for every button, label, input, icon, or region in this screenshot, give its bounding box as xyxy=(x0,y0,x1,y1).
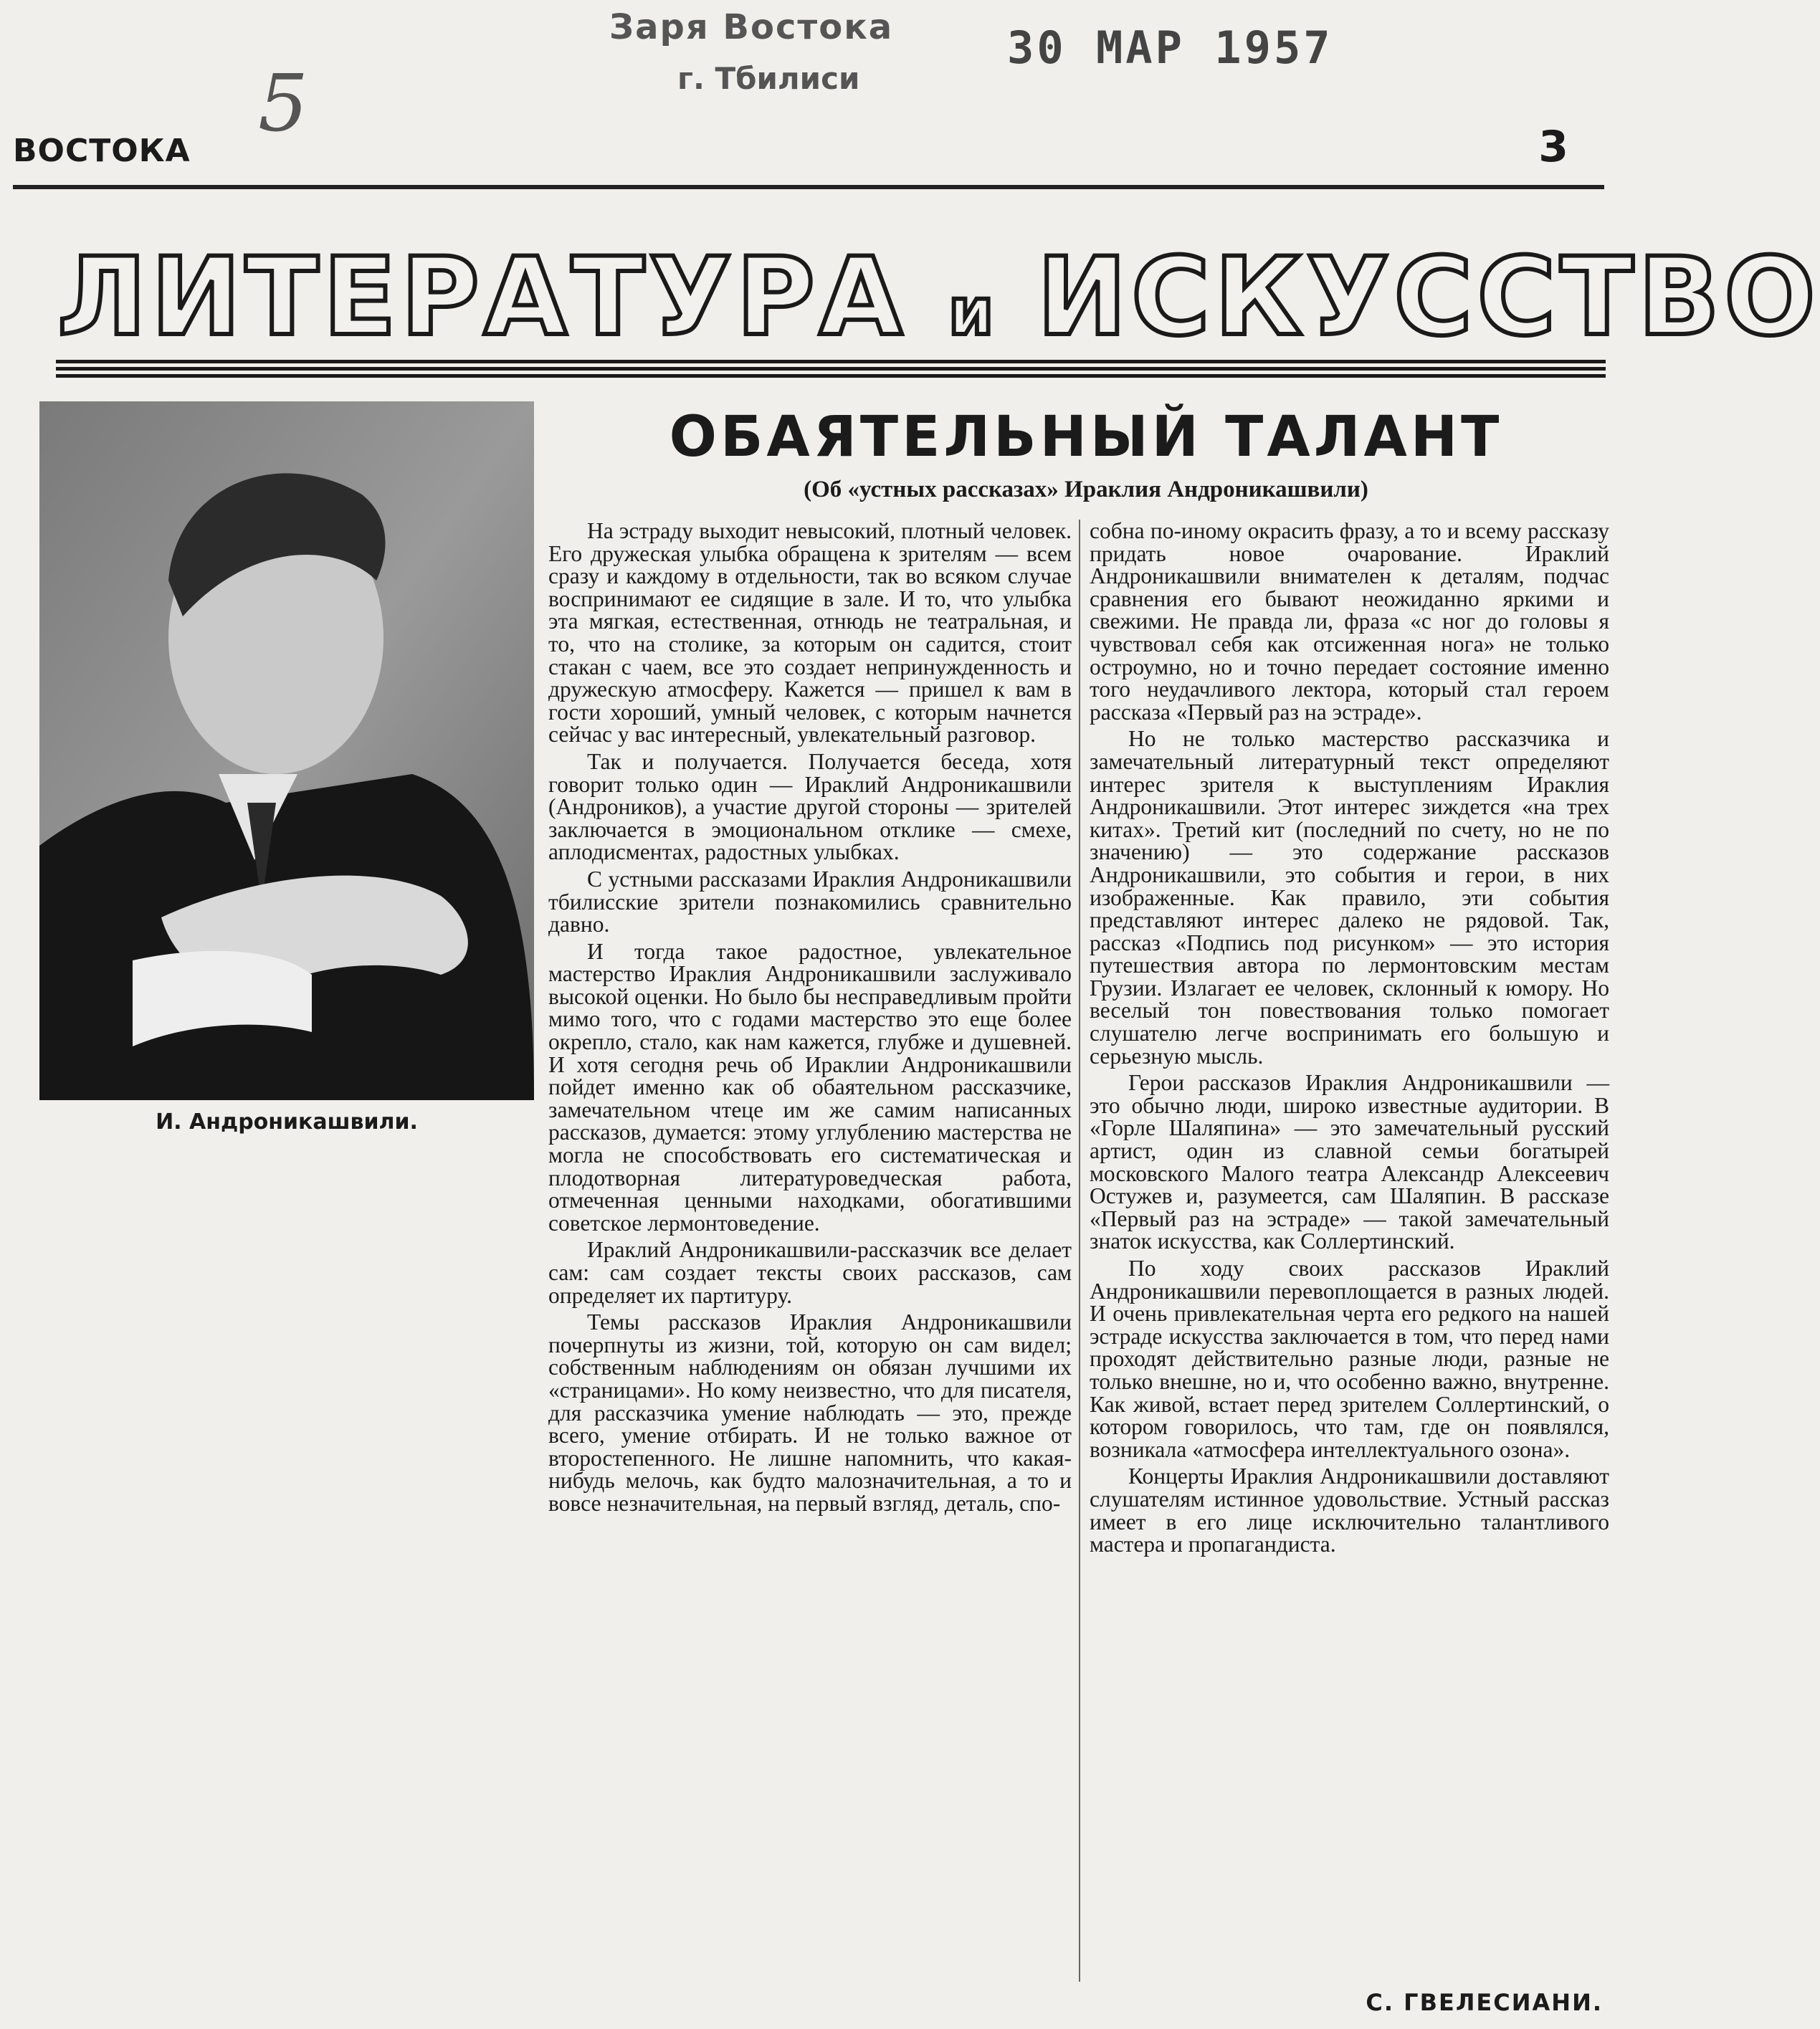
section-title-part1: ЛИТЕРАТУРА xyxy=(57,235,907,360)
photo-caption: И. Андроникашвили. xyxy=(156,1109,418,1135)
paragraph: И тогда такое радостное, увлекательное мастерство Ираклия Андроникашвили заслуживало высокой оценки. Но было бы несправедливым пройти мимо того, что с годами мастерство это еще более окрепло, стало, как нам кажется, глубже и душевней. И хотя сегодня речь об Ираклии Андроникашвили пойдет именно как об обаятельном рассказчике, замечательном чтеце им же самим написанных рассказов, думается: этому углублению мастерства не могла не способствовать его систематическая и плодотворная литературоведческая работа, отмеченная ценными находками, обогатившими советское лермонтоведение. xyxy=(548,938,1072,1236)
section-title-part2: ИСКУССТВО xyxy=(1037,235,1820,360)
paragraph: Темы рассказов Ираклия Андроникашвили почерпнуты из жизни, той, которую он сам видел; собственным наблюдениям он обязан лучшими их «страницами». Но кому неизвестно, что для писателя, для рассказчика умение наблюдать — это, прежде всего, умение отбирать. И не только важное от второстепенного. Не лишне напомнить, что какая-нибудь мелочь, как будто малозначительная, а то и вовсе незначительная, на первый взгляд, деталь, спо- xyxy=(548,1309,1072,1516)
paragraph: Концерты Ираклия Андроникашвили доставляют слушателям истинное удовольствие. Устный рассказ имеет в его лице исключительно талантливого мастера и пропагандиста. xyxy=(1090,1464,1609,1557)
archive-stamp-paper: Заря Востока xyxy=(609,7,894,47)
column-divider xyxy=(1079,520,1080,1982)
section-rule-3 xyxy=(56,374,1606,378)
archive-stamp-city: г. Тбилиси xyxy=(677,61,860,96)
article-column-2 xyxy=(1090,520,1609,1556)
handwritten-mark: 5 xyxy=(258,57,308,149)
paragraph: Ираклий Андроникашвили-рассказчик все делает сам: сам создает тексты своих рассказов, сам определяет их партитуру. xyxy=(548,1237,1072,1308)
article-subtitle: (Об «устных рассказах» Ираклия Андроникашвили) xyxy=(804,477,1368,502)
section-rule-2 xyxy=(56,367,1606,371)
paragraph: Так и получается. Получается беседа, хотя говорит только один — Ираклий Андроникашвили (Андроников), а участие другой стороны — зрителей заключается в эмоциональном отклике — смехе, аплодисментах, радостных улыбках. xyxy=(548,748,1072,865)
author-signature: С. ГВЕЛЕСИАНИ. xyxy=(1366,1989,1603,2016)
portrait-image xyxy=(39,401,534,1100)
paragraph: Герои рассказов Ираклия Андроникашвили — это обычно люди, широко известные аудитории. В «Горле Шаляпина» — это замечательный русский артист, один из славной семьи богатырей московского Малого театра Александр Алексеевич Остужев и, разумеется, сам Шаляпин. В рассказе «Первый раз на эстраде» — такой замечательный знаток искусства, как Соллертинский. xyxy=(1090,1070,1609,1254)
section-title xyxy=(57,235,1820,360)
section-title-conj: и xyxy=(948,274,996,350)
article-title: ОБАЯТЕЛЬНЫЙ ТАЛАНТ xyxy=(669,405,1503,469)
paragraph: На эстраду выходит невысокий, плотный человек. Его дружеская улыбка обращена к зрителям — всем сразу и каждому в отдельности, так во всяком случае воспринимают ее сидящие в зале. И то, что улыбка эта мягкая, естественная, отнюдь не театральная, и то, что на столике, за которым он садится, стоит стакан с чаем, все это создает непринужденность и дружескую атмосферу. Кажется — пришел к вам в гости хороший, умный человек, с которым начнется сейчас у вас интересный, увлекательный разговор. xyxy=(548,518,1072,748)
newspaper-name: ВОСТОКА xyxy=(13,133,191,169)
paragraph-continued: собна по-иному окрасить фразу, а то и всему рассказу придать новое очарование. Ираклий Андроникашвили внимателен к деталям, подчас сравнения его бывают неожиданно яркими и свежими. Не правда ли, фраза «с ног до головы я чувствовал себя как отсиженная нога» не только остроумно, но и точно передает состояние именно того неудачливого лектора, который стал героем рассказа «Первый раз на эстраде». xyxy=(1090,518,1609,725)
section-rule-1 xyxy=(56,360,1606,363)
page-header xyxy=(13,122,1604,208)
portrait-photo xyxy=(39,401,534,1100)
article-column-1 xyxy=(548,520,1072,1515)
page-number: 3 xyxy=(1538,122,1568,172)
archive-stamp-date: 30 МАР 1957 xyxy=(1007,22,1333,74)
header-rule xyxy=(13,185,1604,189)
paragraph: По ходу своих рассказов Ираклий Андроникашвили перевоплощается в разных людей. И очень привлекательная черта его редкого на нашей эстраде искусства заключается в том, что перед нами проходят действительно разные люди, разные не только внешне, но и, что особенно важно, внутренне. Как живой, встает перед зрителем Соллертинский, о котором говорилось, что там, где он появлялся, возникала «атмосфера интеллектуального озона». xyxy=(1090,1256,1609,1462)
paragraph: С устными рассказами Ираклия Андроникашвили тбилисские зрители познакомились сравнительно давно. xyxy=(548,866,1072,937)
paragraph: Но не только мастерство рассказчика и замечательный литературный текст определяют интерес зрителя к выступлениям Ираклия Андроникашвили. Этот интерес зиждется «на трех китах». Третий кит (последний по счету, но не по значению) — это содержание рассказов Андроникашвили, это события и герои, в них изображенные. Как правило, эти события представляют интерес далеко не рядовой. Так, рассказ «Подпись под рисунком» — это история путешествия автора по лермонтовским местам Грузии. Излагает ее человек, склонный к юмору. Но веселый тон повествования только помогает слушателю легче воспринимать его большую и серьезную мысль. xyxy=(1090,726,1609,1069)
